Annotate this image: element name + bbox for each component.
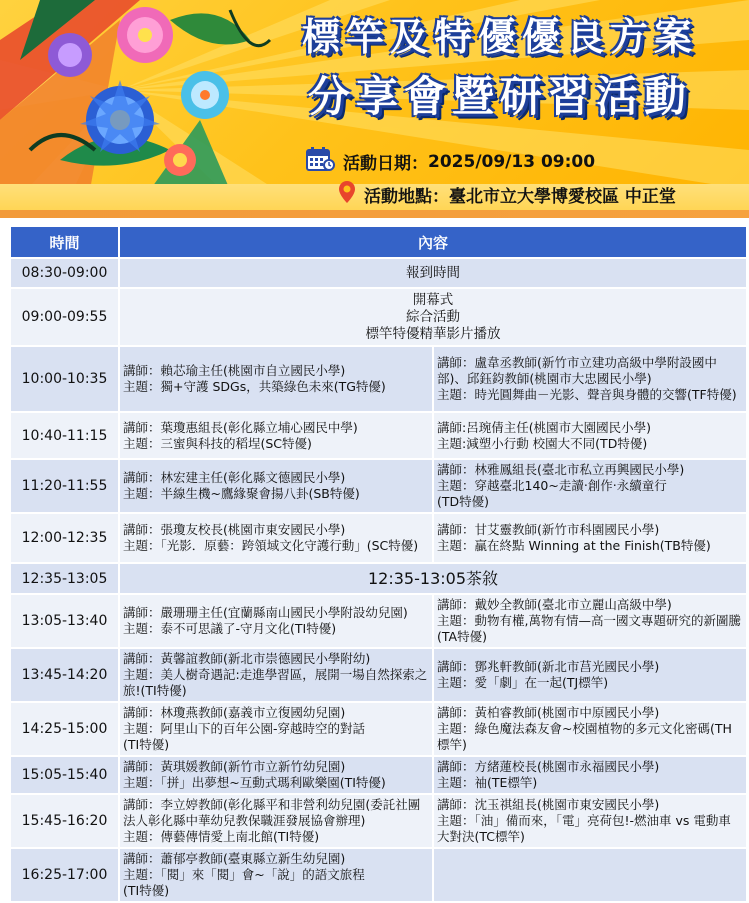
calendar-icon [305, 146, 335, 177]
time-cell: 13:45-14:20 [10, 648, 119, 702]
session-full-cell [119, 288, 747, 346]
schedule-table [9, 225, 748, 903]
session-left-cell [119, 459, 433, 513]
session-line: 講師：林瓊燕教師(嘉義市立復國幼兒園) [123, 705, 346, 720]
table-row [10, 756, 747, 794]
session-line: 標竿特優精華影片播放 [365, 325, 501, 342]
table-row [10, 288, 747, 346]
table-row [10, 346, 747, 412]
session-left-cell [119, 513, 433, 563]
floral-artwork [0, 0, 280, 190]
session-line: 講師：鄧兆軒教師(新北市莒光國民小學) [437, 659, 660, 674]
session-line: 講師：林雅鳳組長(臺北市私立再興國民小學) [437, 462, 685, 477]
session-line: 講師:呂琬倩主任(桃園市大園國民小學) [437, 419, 651, 435]
date-label: 活動日期： [343, 154, 428, 174]
session-full-cell: 報到時間 [119, 258, 747, 288]
session-line: 主題：傳藝傳情愛上南北館(TI特優) [123, 829, 320, 844]
session-left-cell [119, 594, 433, 648]
table-row [10, 459, 747, 513]
session-line: 主題：䄂(TE標竿) [437, 775, 538, 790]
session-line: 主題：半線生機~鷹緣聚會揚八卦(SB特優) [123, 486, 360, 501]
time-cell: 12:00-12:35 [10, 513, 119, 563]
table-row [10, 594, 747, 648]
session-right-cell [433, 346, 747, 412]
session-line: 主題：贏在終點 Winning at the Finish(TB特優) [437, 538, 711, 553]
session-line: 主題：獨+守護 SDGs，共築綠色未來(TG特優) [123, 379, 386, 394]
session-line: 講師：沈玉祺組長(桃園市東安國民小學) [437, 797, 660, 812]
time-cell: 09:00-09:55 [10, 288, 119, 346]
schedule-body [10, 258, 747, 902]
table-row [10, 648, 747, 702]
session-line: 主題：「閱」來「閱」會~「說」的語文旅程 [123, 867, 365, 882]
banner-title-line2: 分享會暨研習活動 [307, 72, 692, 121]
time-cell: 11:20-11:55 [10, 459, 119, 513]
session-line: 講師：黃柏睿教師(桃園市中原國民小學) [437, 705, 660, 720]
time-cell: 15:45-16:20 [10, 794, 119, 848]
table-row [10, 794, 747, 848]
session-line: 主題:減塑小行動 校園大不同(TD特優) [437, 435, 648, 451]
session-left-cell [119, 702, 433, 756]
table-header-row [10, 226, 747, 258]
time-cell: 15:05-15:40 [10, 756, 119, 794]
session-line: 主題：三蜜與科技的稻埕(SC特優) [123, 435, 312, 451]
session-line: 講師：方緒蓮校長(桃園市永福國民小學) [437, 759, 660, 774]
session-full-cell: 12:35-13:05茶敘 [119, 563, 747, 594]
session-right-cell [433, 513, 747, 563]
session-line: 主題：「光影．原藝：跨領域文化守護行動」(SC特優) [123, 538, 419, 553]
session-right-cell [433, 594, 747, 648]
session-line: 講師：李立婷教師(彰化縣平和非營利幼兒園(委託社團法人彰化縣中華幼兒教保職涯發展協會辦理) [123, 797, 421, 828]
event-date [305, 146, 595, 177]
session-right-cell [433, 459, 747, 513]
session-line: (TI特優) [123, 737, 170, 752]
time-cell: 08:30-09:00 [10, 258, 119, 288]
session-line: 講師：蕭郁亭教師(臺東縣立新生幼兒園) [123, 851, 346, 866]
time-cell: 14:25-15:00 [10, 702, 119, 756]
session-left-cell [119, 794, 433, 848]
session-left-cell [119, 648, 433, 702]
session-line: 講師：甘艾靈教師(新竹市科園國民小學) [437, 522, 660, 537]
time-cell: 10:00-10:35 [10, 346, 119, 412]
session-right-cell [433, 412, 747, 459]
event-place [338, 180, 676, 209]
session-line: 主題：「拼」出夢想~互動式瑪利歐樂園(TI特優) [123, 775, 386, 790]
session-line: 講師：張瓊友校長(桃園市東安國民小學) [123, 522, 346, 537]
session-line: 講師：林宏建主任(彰化縣文德國民小學) [123, 470, 346, 485]
session-line: 主題：時光圓舞曲－光影、聲音與身體的交響(TF特優) [437, 387, 737, 402]
session-line: 講師：盧韋丞教師(新竹市立建功高級中學附設國中部)、邱鈺鈞教師(桃園市大忠國民小學) [437, 355, 717, 386]
session-left-cell [119, 756, 433, 794]
session-line: 綜合活動 [406, 308, 460, 325]
session-right-cell [433, 702, 747, 756]
session-line: (TI特優) [123, 883, 170, 898]
time-cell: 10:40-11:15 [10, 412, 119, 459]
place-value: 臺北市立大學博愛校區 中正堂 [449, 187, 676, 207]
session-line: 講師：賴芯瑜主任(桃園市自立國民小學) [123, 363, 346, 378]
table-row [10, 258, 747, 288]
table-row [10, 513, 747, 563]
session-right-cell [433, 756, 747, 794]
table-row [10, 563, 747, 594]
time-cell: 12:35-13:05 [10, 563, 119, 594]
session-left-cell [119, 346, 433, 412]
session-line: 講師：黃琪媛教師(新竹市立新竹幼兒園) [123, 759, 346, 774]
session-left-cell [119, 412, 433, 459]
table-row [10, 848, 747, 902]
session-line: 開幕式 [412, 291, 454, 308]
header-time: 時間 [10, 226, 119, 258]
session-line: (TD特優) [437, 494, 490, 509]
session-line: 講師：戴妙全教師(臺北市立麗山高級中學) [437, 597, 672, 612]
session-right-cell [433, 848, 747, 902]
session-line: 講師：嚴珊珊主任(宜蘭縣南山國民小學附設幼兒園) [123, 605, 408, 620]
session-line: 主題：美人樹奇遇記:走進學習區，展開一場自然探索之旅!(TI特優) [123, 667, 428, 698]
location-pin-icon [338, 180, 356, 209]
session-line: 主題：穿越臺北140~走讀‧創作‧永續童行 [437, 478, 667, 493]
header-content: 內容 [119, 226, 747, 258]
session-right-cell [433, 794, 747, 848]
session-line: 講師：葉瓊惠組長(彰化縣立埔心國民中學) [123, 419, 358, 435]
time-cell: 16:25-17:00 [10, 848, 119, 902]
time-cell: 13:05-13:40 [10, 594, 119, 648]
session-line: 主題：動物有權,萬物有情—高一國文專題研究的新圖騰(TA特優) [437, 613, 741, 644]
session-left-cell [119, 848, 433, 902]
table-row [10, 702, 747, 756]
event-banner [0, 0, 749, 218]
banner-orange-edge [0, 210, 749, 218]
session-line: 主題：「油」備而來，「電」亮荷包!-燃油車 vs 電動車大對決(TC標竿) [437, 813, 731, 844]
table-row [10, 412, 747, 459]
session-line: 主題：泰不可思議了-守月文化(TI特優) [123, 621, 337, 636]
date-value: 2025/09/13 09:00 [428, 151, 596, 172]
banner-title-line1: 標竿及特優優良方案 [301, 15, 698, 59]
session-line: 主題：愛「劇」在一起(TJ標竿) [437, 675, 609, 690]
place-label: 活動地點： [364, 187, 449, 207]
session-line: 講師：黃馨誼教師(新北市崇德國民小學附幼) [123, 651, 371, 666]
session-line: 主題：阿里山下的百年公園-穿越時空的對話 [123, 721, 366, 736]
session-right-cell [433, 648, 747, 702]
session-line: 主題：綠色魔法森友會~校園植物的多元文化密碼(TH標竿) [437, 721, 732, 752]
